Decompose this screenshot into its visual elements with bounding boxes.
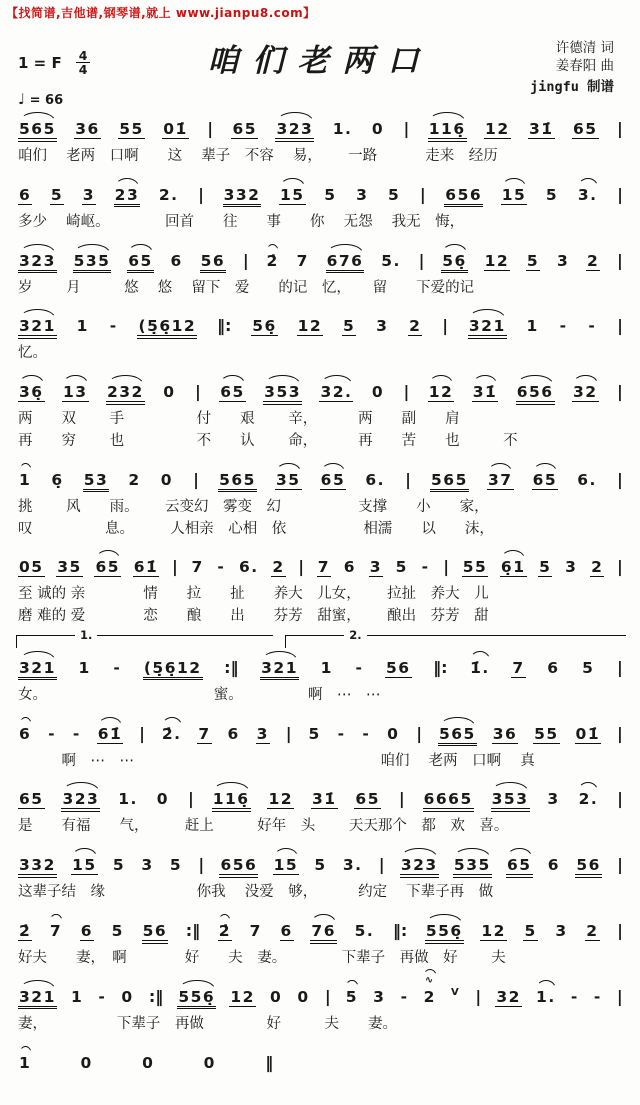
- barline: |: [171, 557, 178, 577]
- note-group: 7: [49, 922, 63, 941]
- key-signature: 1 = F: [18, 53, 62, 72]
- note-group: 56̣: [252, 317, 277, 336]
- notes-row: [16, 779, 626, 816]
- note-group: 37: [487, 470, 513, 489]
- system-line-12: [16, 911, 626, 970]
- note-group: 2: [128, 470, 141, 489]
- note-group: 12: [485, 120, 510, 138]
- note-group: 565: [219, 470, 256, 489]
- note-group: 15: [72, 856, 97, 875]
- note-group: -: [48, 724, 57, 743]
- note-group: 656: [516, 383, 554, 402]
- barline: ‖: [265, 1052, 274, 1072]
- note-group: 321: [261, 658, 298, 677]
- note-group: 3.: [577, 185, 598, 204]
- barline: |: [419, 184, 426, 204]
- note-group: 76: [311, 922, 336, 941]
- barline: |: [616, 657, 623, 677]
- note-group: -: [98, 987, 107, 1006]
- note-group: 676: [326, 251, 364, 270]
- lyrics-row: 啊 ⋯ ⋯ 咱们 老两 口啊 真: [18, 752, 535, 769]
- note-group: 232: [106, 383, 144, 402]
- note-group: 1: [78, 658, 91, 677]
- note-group: 56: [576, 856, 601, 875]
- note-group: 7: [317, 558, 331, 577]
- barline: |: [298, 557, 305, 577]
- barline: |: [416, 723, 423, 743]
- note-group: -: [559, 317, 568, 336]
- note-group: 56: [142, 922, 168, 941]
- system-line-2: [16, 175, 626, 234]
- note-group: 5: [50, 185, 64, 204]
- notes-row: [16, 460, 626, 497]
- note-group: -: [113, 658, 122, 677]
- system-line-1: [16, 109, 626, 168]
- note-group: 55: [119, 120, 144, 138]
- system-line-10: [16, 779, 626, 838]
- note-group: 12: [428, 383, 454, 402]
- note-group: 6.: [365, 470, 386, 489]
- note-group: 332: [19, 856, 56, 875]
- note-group: 65: [232, 120, 258, 138]
- barline: ‖:: [433, 657, 448, 677]
- note-group: 6.: [238, 558, 259, 577]
- notes-row: [16, 306, 626, 343]
- barline: |: [398, 789, 405, 809]
- lyrics-row: 至 诚的 亲 情 拉 扯 养大 儿女， 拉扯 养大 儿: [18, 586, 489, 603]
- note-group: -: [588, 317, 597, 336]
- volta-bracket-2: [285, 627, 626, 648]
- note-group: 321: [19, 987, 56, 1006]
- note-group: 1.: [118, 790, 138, 809]
- note-group: 35: [57, 558, 82, 577]
- note-group: 3: [82, 185, 96, 204]
- lyrics-row: 再 穷 也 不 认 命， 再 苦 也 不: [18, 432, 518, 449]
- note-group: 23: [114, 185, 140, 204]
- note-group: 5.: [354, 922, 375, 941]
- lyrics-row: 妻， 下辈子 再做 好 夫 妻。: [18, 1015, 397, 1032]
- note-group: 565: [438, 724, 476, 743]
- barline: |: [616, 986, 623, 1006]
- lyrics-row: 咱们 老两 口啊 这 辈子 不容 易， 一路 走来 经历: [18, 148, 498, 165]
- note-group: 2̇: [218, 922, 232, 941]
- note-group: 556̣: [425, 922, 463, 941]
- note-group: 5: [342, 317, 356, 336]
- note-group: 1.: [536, 987, 556, 1006]
- note-group: 6.: [577, 470, 597, 489]
- note-group: 55: [534, 724, 559, 743]
- barline: |: [475, 986, 482, 1006]
- note-group: 12: [481, 922, 506, 941]
- note-group: 1̇.: [470, 658, 490, 677]
- note-group: -: [72, 724, 81, 743]
- note-group: (5̣6̣12: [138, 317, 197, 336]
- note-group: 2̇: [19, 922, 32, 941]
- note-group: 3: [256, 724, 269, 743]
- note-group: 5.: [381, 251, 401, 270]
- note-group: (5̣6̣12: [143, 658, 202, 677]
- barline: :‖: [148, 986, 164, 1006]
- note-group: 6: [227, 724, 240, 743]
- barline: |: [405, 469, 411, 489]
- note-group: 65: [320, 470, 346, 489]
- note-group: 61̇: [133, 558, 159, 577]
- barline: |: [403, 119, 410, 138]
- volta-label: 1.: [75, 628, 97, 642]
- barline: |: [242, 250, 249, 270]
- note-group: 05: [19, 558, 44, 577]
- tempo-marking: [18, 90, 90, 108]
- barline: |: [617, 789, 623, 809]
- barline: |: [616, 382, 623, 402]
- note-group: 353: [491, 790, 529, 809]
- note-group: 5: [539, 558, 552, 577]
- barline: |: [616, 723, 623, 743]
- note-group: 65: [507, 856, 532, 875]
- note-group: -: [400, 987, 409, 1006]
- note-group: 31̇: [529, 120, 554, 138]
- note-group: 5: [345, 987, 359, 1006]
- note-group: 36: [492, 724, 518, 743]
- note-group: 321: [468, 317, 506, 336]
- note-group: 3: [141, 856, 154, 875]
- system-line-11: [16, 845, 626, 904]
- barline: :‖: [224, 657, 239, 677]
- note-group: 3: [373, 987, 386, 1006]
- notes-row: [16, 241, 626, 278]
- note-group: 15: [280, 185, 305, 204]
- note-group: 1: [526, 317, 539, 336]
- notes-row: [16, 372, 626, 409]
- notes-row: [16, 845, 626, 882]
- barline: |: [139, 723, 145, 743]
- credits-block: [530, 39, 614, 97]
- note-group: 2: [591, 558, 604, 577]
- note-group: 5: [387, 185, 401, 204]
- note-group: 5: [314, 856, 327, 875]
- note-group: -: [109, 317, 118, 336]
- barline: :‖: [185, 921, 201, 941]
- note-group: 5: [582, 658, 595, 677]
- note-group: 01̇: [163, 120, 188, 138]
- note-group: -: [355, 658, 364, 677]
- lyrics-row: 是 有福 气， 赶上 好年 头 天天那个 都 欢 喜。: [18, 818, 509, 835]
- note-group: 32: [496, 987, 521, 1006]
- note-group: 12: [268, 790, 294, 809]
- barline: |: [617, 469, 623, 489]
- note-group: 56: [385, 658, 411, 677]
- system-line-14: [16, 1043, 626, 1079]
- note-group: 3: [556, 251, 570, 270]
- lyrics-row: 两 双 手 付 艰 辛， 两 副 肩: [18, 411, 460, 428]
- note-group: 31̇: [311, 790, 337, 809]
- barline: ‖:: [392, 921, 408, 941]
- note-group: 3: [376, 317, 389, 336]
- note-group: -: [421, 558, 430, 577]
- note-group: 0: [371, 120, 385, 138]
- note-group: 0: [297, 987, 310, 1006]
- note-group: 1: [19, 1053, 32, 1072]
- note-group: 2: [586, 922, 599, 941]
- note-group: 7: [198, 724, 211, 743]
- note-group: 53: [83, 470, 109, 489]
- note-group: 3: [356, 185, 369, 204]
- barline: |: [378, 855, 385, 875]
- note-group: 6: [547, 658, 560, 677]
- note-group: 55: [462, 558, 488, 577]
- system-line-8: [16, 627, 626, 707]
- note-group: 5: [111, 922, 124, 941]
- system-line-9: [16, 714, 626, 773]
- barline: |: [418, 250, 425, 270]
- note-group: 36: [75, 120, 100, 138]
- note-group: 5: [545, 185, 559, 204]
- note-group: 656: [220, 856, 258, 875]
- note-group: 65: [95, 558, 121, 577]
- note-group: 2: [272, 558, 285, 577]
- note-group: 0: [203, 1053, 216, 1072]
- note-group: 0: [142, 1053, 155, 1072]
- note-group: 321: [19, 317, 56, 336]
- note-group: 565: [431, 470, 468, 489]
- note-group: 32: [573, 383, 598, 402]
- note-group: -: [362, 724, 371, 743]
- notes-row: [16, 977, 626, 1014]
- note-group: 5: [169, 856, 183, 875]
- barline: |: [617, 921, 623, 941]
- volta-label: 2.: [344, 628, 366, 642]
- system-line-13: [16, 977, 626, 1036]
- note-group: 1: [19, 470, 32, 489]
- barline: |: [193, 469, 199, 489]
- note-group: 323: [62, 790, 100, 809]
- breath-mark: V: [451, 986, 461, 998]
- notes-row: [16, 714, 626, 751]
- barline: |: [207, 119, 214, 138]
- site-banner: 【找简谱,吉他谱,钢琴谱,就上 www.jianpu8.com】: [6, 6, 316, 20]
- system-line-3: [16, 241, 626, 300]
- barline: |: [442, 316, 449, 336]
- note-group: 5: [324, 185, 337, 204]
- note-group: 3: [547, 790, 560, 809]
- note-group: 12: [230, 987, 255, 1006]
- note-group: 61̇: [97, 724, 123, 743]
- transcriber-credit: jingfu 制谱: [530, 79, 614, 96]
- song-title: 咱们老两口: [207, 43, 433, 78]
- notes-row: [16, 648, 626, 685]
- note-group: 5: [395, 558, 408, 577]
- lyrics-row: 磨 难的 爱 恋 酿 出 芬芳 甜蜜， 酿出 芬芳 甜: [18, 608, 489, 625]
- time-signature-top: 4: [78, 48, 88, 63]
- note-group: 565: [19, 120, 56, 138]
- note-group: 65: [128, 251, 153, 270]
- notes-row: [16, 109, 626, 146]
- tempo-value: = 66: [29, 93, 64, 109]
- note-group: 332: [223, 185, 261, 204]
- note-group: 1.: [332, 120, 353, 138]
- note-group: 321: [19, 658, 56, 677]
- barline: |: [617, 557, 623, 577]
- note-group: 56: [200, 251, 226, 270]
- note-group: 2.: [158, 185, 179, 204]
- note-group: 0: [163, 383, 176, 402]
- notes-row: [16, 175, 626, 212]
- note-group: 56̣: [442, 251, 467, 270]
- note-group: 0: [371, 383, 385, 402]
- barline: |: [198, 855, 205, 875]
- note-group: 0: [387, 724, 400, 743]
- lyrics-row: 女。 蜜。 啊 ⋯ ⋯: [18, 686, 381, 703]
- note-group: 535: [73, 251, 111, 270]
- note-group: 32.: [320, 383, 353, 402]
- barline: |: [617, 250, 623, 270]
- notes-row: [16, 911, 626, 948]
- note-group: 6: [280, 922, 293, 941]
- lyrics-row: 叹 息。 人相亲 心相 依 相濡 以 沫，: [18, 520, 494, 537]
- note-group: 6: [170, 251, 183, 270]
- system-line-5: [16, 372, 626, 453]
- barline: |: [187, 789, 194, 809]
- barline: |: [198, 184, 204, 204]
- note-group: -: [337, 724, 346, 743]
- note-group: 6665: [423, 790, 473, 809]
- note-group: 6: [343, 558, 357, 577]
- note-group: 01̇: [575, 724, 601, 743]
- barline: |: [617, 184, 623, 204]
- quarter-note-icon: ♩: [18, 90, 26, 109]
- note-group: 12: [484, 251, 510, 270]
- note-group: 0: [121, 987, 134, 1006]
- note-group: 353: [264, 383, 302, 402]
- note-group: 323: [19, 251, 56, 270]
- note-group: 65: [573, 120, 598, 138]
- lyricist-credit: 许德清 词: [555, 40, 614, 56]
- score: [0, 109, 640, 1079]
- barline: |: [324, 986, 331, 1006]
- note-group: 5: [308, 724, 321, 743]
- barline: |: [617, 855, 623, 875]
- score-header: [0, 21, 640, 109]
- note-group: ∿ 2: [423, 989, 437, 1006]
- note-group: 6: [80, 922, 94, 941]
- note-group: 7: [249, 922, 262, 941]
- lyrics-row: 好夫 妻， 啊 好 夫 妻。 下辈子 再做 好 夫: [18, 950, 506, 967]
- note-group: 65: [19, 790, 44, 809]
- note-group: 15: [501, 185, 527, 204]
- note-group: 3: [565, 558, 578, 577]
- note-group: 535: [453, 856, 491, 875]
- note-group: 6: [547, 856, 561, 875]
- note-group: 2̇.: [161, 724, 182, 743]
- note-group: 3: [555, 922, 568, 941]
- barline: |: [617, 316, 623, 336]
- note-group: 7: [296, 251, 309, 270]
- barline: ‖:: [217, 316, 232, 336]
- note-group: 5: [526, 251, 540, 270]
- note-group: 656: [445, 185, 483, 204]
- note-group: 31̇: [472, 383, 498, 402]
- notes-row: [16, 547, 626, 584]
- key-signature-block: [18, 49, 90, 108]
- note-group: 3.: [342, 856, 363, 875]
- note-group: 65: [355, 790, 380, 809]
- barline: |: [443, 557, 450, 577]
- note-group: 7: [191, 558, 204, 577]
- note-group: 1: [320, 658, 333, 677]
- lyrics-row: 多少 崎岖。 回首 往 事 你 无怨 我无 悔，: [18, 213, 465, 230]
- note-group: 65: [532, 470, 558, 489]
- note-group: 35: [276, 470, 301, 489]
- note-group: 5: [524, 922, 537, 941]
- time-signature-bottom: 4: [76, 62, 91, 76]
- note-group: 1: [70, 987, 84, 1006]
- note-group: 13: [62, 383, 88, 402]
- barline: |: [194, 382, 201, 402]
- lyrics-row: 忆。: [18, 345, 47, 362]
- note-group: 2̇: [266, 251, 279, 270]
- note-group: 12: [297, 317, 323, 336]
- note-group: 556̣: [178, 987, 216, 1006]
- note-group: 6: [19, 724, 32, 743]
- note-group: 36̣: [19, 383, 44, 402]
- system-line-7: [16, 547, 626, 628]
- note-group: 7: [512, 658, 525, 677]
- barline: |: [285, 723, 292, 743]
- note-group: 15: [273, 856, 299, 875]
- note-group: 0: [270, 987, 283, 1006]
- note-group: 116̣: [212, 790, 250, 809]
- lyrics-row: 岁 月 悠 悠 留下 爱 的记 忆， 留 下爱的记: [18, 279, 475, 296]
- note-group: 0: [156, 790, 170, 809]
- note-group: 6̣: [51, 470, 64, 489]
- note-group: -: [217, 558, 226, 577]
- note-group: 1: [76, 317, 89, 336]
- note-group: 116̣: [428, 120, 466, 138]
- note-group: 65: [220, 383, 245, 402]
- time-signature: [76, 49, 91, 76]
- note-group: 0: [80, 1053, 93, 1072]
- note-group: 2: [409, 317, 422, 336]
- notes-row: [16, 1043, 276, 1079]
- note-group: 0: [160, 470, 174, 489]
- system-line-4: [16, 306, 626, 365]
- lyrics-row: 挑 风 雨。 云变幻 雾变 幻 支撑 小 家，: [18, 498, 489, 515]
- note-group: 6̣1: [500, 558, 526, 577]
- lyrics-row: 这辈子结 缘 你我 没爱 够， 约定 下辈子再 做: [18, 884, 494, 901]
- note-group: -: [593, 987, 602, 1006]
- volta-brackets: [16, 627, 626, 648]
- note-group: 6: [19, 185, 32, 204]
- note-group: 5: [112, 856, 126, 875]
- note-group: 323: [400, 856, 438, 875]
- note-group: 3: [369, 558, 382, 577]
- note-group: 2.: [578, 790, 599, 809]
- note-group: 323: [276, 120, 314, 138]
- barline: |: [616, 119, 623, 138]
- system-line-6: [16, 460, 626, 541]
- note-group: -: [570, 987, 579, 1006]
- composer-credit: 姜春阳 曲: [555, 58, 614, 75]
- volta-bracket-1: [16, 627, 273, 648]
- barline: |: [403, 382, 410, 402]
- note-group: 2: [587, 251, 600, 270]
